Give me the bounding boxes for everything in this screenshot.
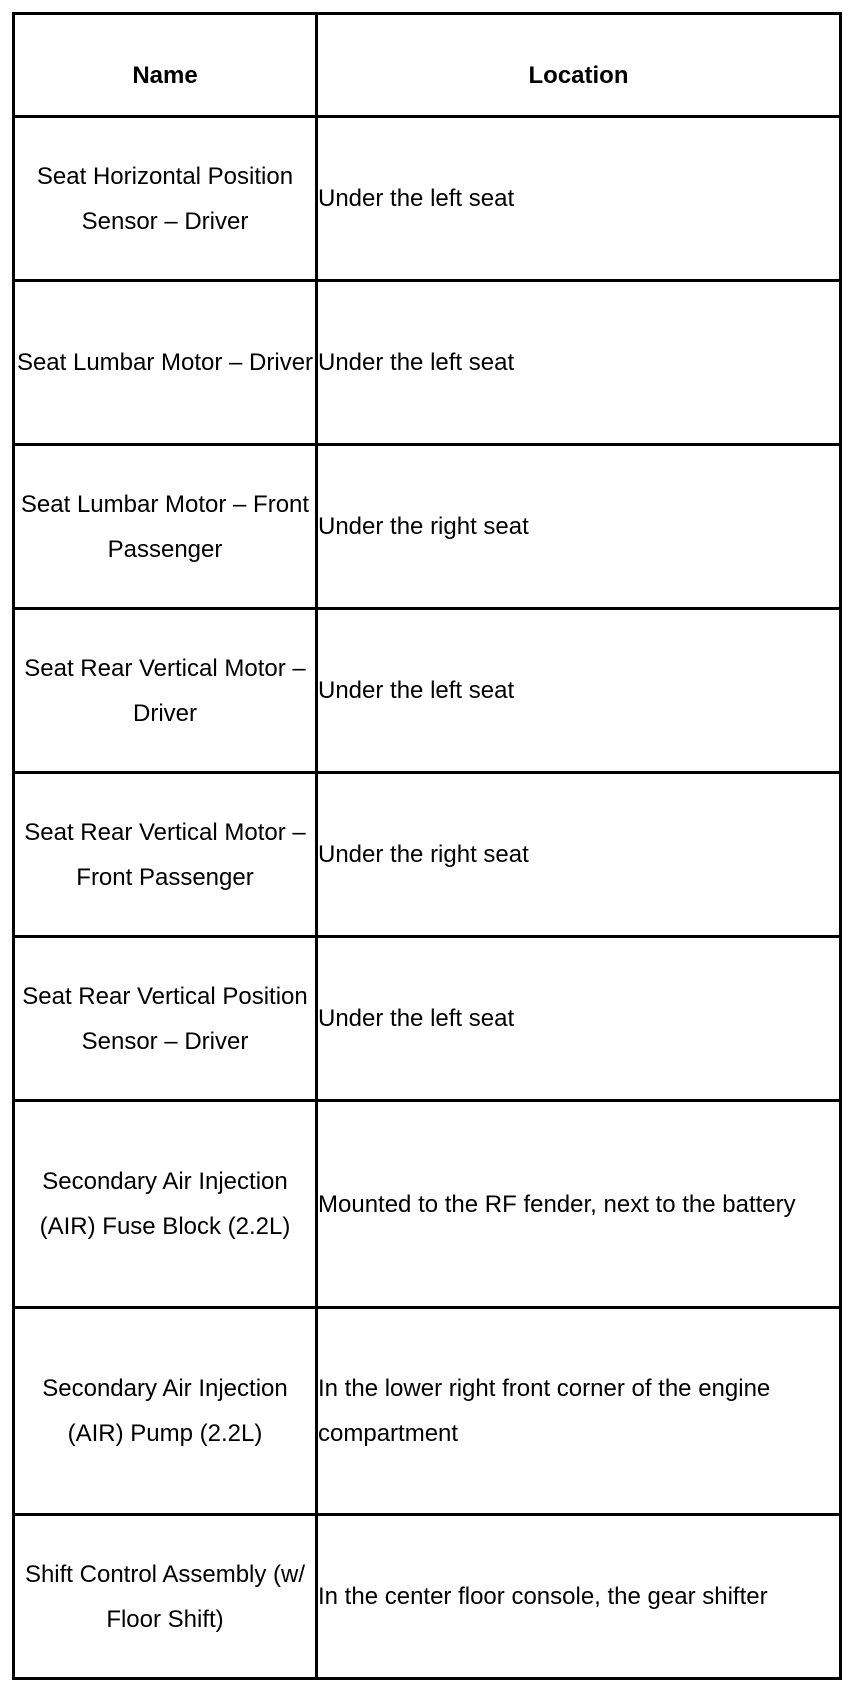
table-row	[14, 445, 841, 609]
component-name-cell: Secondary Air Injection (AIR) Pump (2.2L)	[14, 1308, 317, 1515]
component-location-cell: Under the left seat	[317, 937, 841, 1101]
component-location-cell: Under the right seat	[317, 773, 841, 937]
component-name-cell: Seat Horizontal Position Sensor – Driver	[14, 117, 317, 281]
component-location-table	[12, 12, 842, 1680]
component-location-cell: Under the left seat	[317, 281, 841, 445]
component-name-cell: Shift Control Assembly (w/ Floor Shift)	[14, 1515, 317, 1679]
table-row	[14, 117, 841, 281]
component-location-cell: Under the left seat	[317, 609, 841, 773]
table-row	[14, 609, 841, 773]
component-location-cell: Under the right seat	[317, 445, 841, 609]
table-row	[14, 281, 841, 445]
component-location-cell: Under the left seat	[317, 117, 841, 281]
component-location-cell: In the center floor console, the gear shifter	[317, 1515, 841, 1679]
table-row	[14, 937, 841, 1101]
component-name-cell: Seat Rear Vertical Motor – Driver	[14, 609, 317, 773]
table-row	[14, 1515, 841, 1679]
component-name-cell: Secondary Air Injection (AIR) Fuse Block (2.2L)	[14, 1101, 317, 1308]
component-name-cell: Seat Rear Vertical Position Sensor – Driver	[14, 937, 317, 1101]
table-row	[14, 1308, 841, 1515]
component-name-cell: Seat Lumbar Motor – Driver	[14, 281, 317, 445]
column-header-location: Location	[317, 14, 841, 117]
table-row	[14, 1101, 841, 1308]
component-name-cell: Seat Lumbar Motor – Front Passenger	[14, 445, 317, 609]
table-header-row	[14, 14, 841, 117]
component-location-cell: Mounted to the RF fender, next to the battery	[317, 1101, 841, 1308]
component-name-cell: Seat Rear Vertical Motor – Front Passenger	[14, 773, 317, 937]
component-location-cell: In the lower right front corner of the engine compartment	[317, 1308, 841, 1515]
column-header-name: Name	[14, 14, 317, 117]
table-row	[14, 773, 841, 937]
